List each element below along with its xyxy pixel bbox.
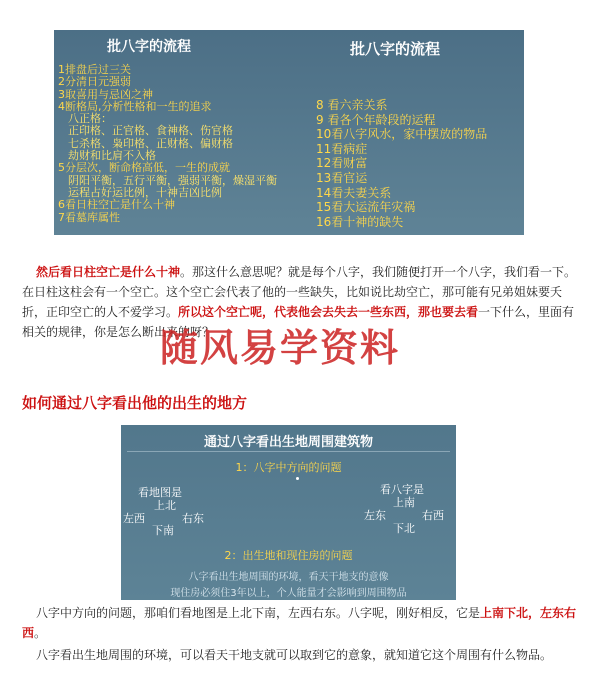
slide1-right-item: 9 看各个年龄段的运程 [316, 112, 436, 127]
para2-end: 。 [34, 626, 47, 640]
map-north: 上北 [154, 499, 176, 512]
slide1-right-item: 10看八字风水，家中摆放的物品 [316, 127, 488, 142]
slide1-left-item: 劫财和比肩不入格 [68, 149, 156, 163]
slide1-left-item: 4断格局,分析性格和一生的追求 [58, 99, 212, 113]
para2-text: 八字中方向的问题，那咱们看地图是上北下南，左西右东。八字呢，刚好相反，它是 [36, 606, 481, 620]
slide2-subtitle-residence: 2：出生地和现住房的问题 [224, 549, 353, 562]
bazi-east-left: 左东 [364, 509, 386, 522]
slide1-left-item: 7看墓库属性 [58, 210, 120, 224]
para1-red-lead: 然后看日柱空亡是什么十神 [36, 265, 181, 279]
paragraph-environment [22, 645, 578, 665]
slide1-left-item: 八正格： [68, 112, 112, 126]
slide-birthplace [121, 425, 456, 600]
slide1-right-item: 14看夫妻关系 [316, 185, 392, 200]
slide1-left-list [58, 64, 320, 224]
slide2-subtitle-direction: 1：八字中方向的问题 [235, 461, 342, 474]
para2-red: 上南下北，左东右西 [22, 606, 577, 640]
para1-text-a: 。那这什么意思呢？就是每个八字，我们随便打开一个八字，我们看一下。在日柱这柱会有一个空亡。这个空亡会代表了他的一些缺失，比如说比劫空亡，那可能有兄弟姐妹要夭折，正印空亡的人不爱学习。 [22, 265, 577, 319]
slide1-left-item: 2分清日元强弱 [58, 75, 131, 89]
slide1-left-item: 1排盘后过三关 [58, 63, 131, 76]
slide1-left-item: 七杀格、枭印格、正财格、偏财格 [68, 136, 233, 150]
slide1-left-item: 5分层次，断命格高低，一生的成就 [58, 161, 230, 175]
slide1-right-item: 15看大运流年灾祸 [316, 200, 416, 215]
slide2-note-residence: 现住房必须住3年以上，个人能量才会影响到周围物品 [170, 588, 407, 599]
bazi-north-bottom: 下北 [393, 522, 415, 535]
slide1-left-title: 批八字的流程 [107, 39, 191, 55]
paragraph-direction [22, 603, 578, 643]
slide1-left-item: 正印格、正官格、食神格、伤官格 [68, 124, 233, 138]
bazi-west-right: 右西 [422, 509, 444, 522]
slide1-right-list [316, 98, 487, 229]
para3-text: 八字看出生地周围的环境，可以看天干地支就可以取到它的意象，就知道它这个周围有什么物品。 [36, 648, 553, 662]
slide-bazi-process [54, 30, 524, 235]
slide1-right-title: 批八字的流程 [350, 40, 441, 58]
slide2-divider [127, 451, 450, 452]
para1-red-mid: 所以这个空亡呢，代表他会去失去一些东西，那也要去看 [178, 305, 479, 319]
slide1-right-item: 16看十神的缺失 [316, 214, 404, 229]
map-west: 左西 [123, 512, 145, 525]
map-east: 右东 [182, 512, 204, 525]
slide1-right-item: 8 看六亲关系 [316, 98, 388, 112]
slide2-dot [296, 477, 299, 480]
slide1-left-item: 3取喜用与忌凶之神 [58, 87, 153, 101]
slide1-right-item: 11看病症 [316, 141, 368, 156]
slide1-left-item: 运程占好运比例，十神吉凶比例 [68, 185, 222, 199]
map-label: 看地图是 [138, 486, 182, 499]
bazi-south-top: 上南 [393, 496, 415, 509]
slide1-left-item: 阴阳平衡，五行平衡，强弱平衡，燥湿平衡 [68, 173, 277, 187]
watermark: 随风易学资料 [160, 326, 401, 370]
map-south: 下南 [152, 524, 174, 537]
para1-text-b: 一下什么，里面有相关的规律，你是怎么断出来的呀？ [22, 305, 575, 339]
slide1-right-item: 13看官运 [316, 170, 368, 185]
slide1-right-item: 12看财富 [316, 156, 368, 171]
bazi-label: 看八字是 [380, 483, 424, 496]
slide2-note-environment: 八字看出生地周围的环境，看天干地支的意像 [188, 572, 389, 583]
section-heading: 如何通过八字看出他的出生的地方 [22, 394, 248, 412]
slide2-title: 通过八字看出生地周围建筑物 [203, 435, 373, 450]
slide1-left-item: 6看日柱空亡是什么十神 [58, 198, 175, 212]
